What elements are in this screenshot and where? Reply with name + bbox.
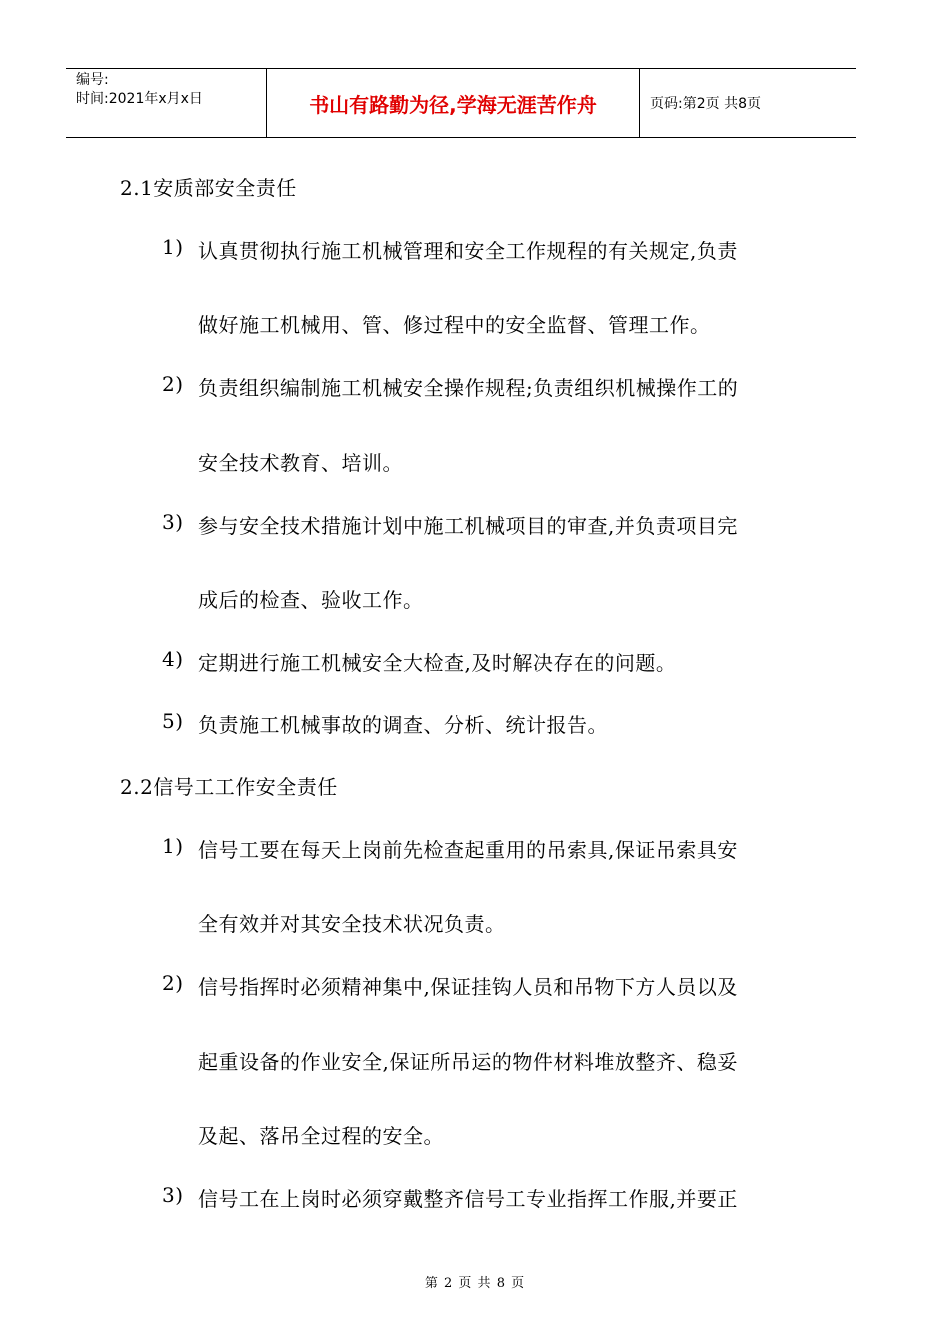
item-text: 参与安全技术措施计划中施工机械项目的审查,并负责项目完 [198,514,738,538]
item-text: 全有效并对其安全技术状况负责。 [198,912,506,936]
item-number: 5) [162,709,184,733]
item-number: 2) [162,971,184,995]
section-heading: 2.1安质部安全责任 [120,176,297,200]
item-text: 认真贯彻执行施工机械管理和安全工作规程的有关规定,负责 [198,239,738,263]
item-text: 起重设备的作业安全,保证所吊运的物件材料堆放整齐、稳妥 [198,1050,738,1074]
item-number: 3) [162,1183,184,1207]
item-text: 负责施工机械事故的调查、分析、统计报告。 [198,713,608,737]
item-text: 信号工要在每天上岗前先检查起重用的吊索具,保证吊索具安 [198,838,738,862]
header-page-info: 页码:第2页 共8页 [650,96,761,112]
header-motto: 书山有路勤为径,学海无涯苦作舟 [267,69,640,137]
item-text: 负责组织编制施工机械安全操作规程;负责组织机械操作工的 [198,376,739,400]
item-number: 1) [162,235,184,259]
item-text: 定期进行施工机械安全大检查,及时解决存在的问题。 [198,651,677,675]
section-heading: 2.2信号工工作安全责任 [120,775,338,799]
page-footer: 第 2 页 共 8 页 [424,1276,526,1291]
item-text: 信号工在上岗时必须穿戴整齐信号工专业指挥工作服,并要正 [198,1187,738,1211]
header-meta [66,69,267,137]
item-number: 3) [162,510,184,534]
item-text: 及起、落吊全过程的安全。 [198,1124,444,1148]
item-text: 成后的检查、验收工作。 [198,588,424,612]
time-label: 时间:2021年x月x日 [76,91,203,107]
item-number: 2) [162,372,184,396]
number-label: 编号: [76,72,109,88]
item-text: 安全技术教育、培训。 [198,451,403,475]
item-text: 信号指挥时必须精神集中,保证挂钩人员和吊物下方人员以及 [198,975,738,999]
page-header [66,68,856,138]
item-number: 1) [162,834,184,858]
item-text: 做好施工机械用、管、修过程中的安全监督、管理工作。 [198,313,711,337]
item-number: 4) [162,647,184,671]
